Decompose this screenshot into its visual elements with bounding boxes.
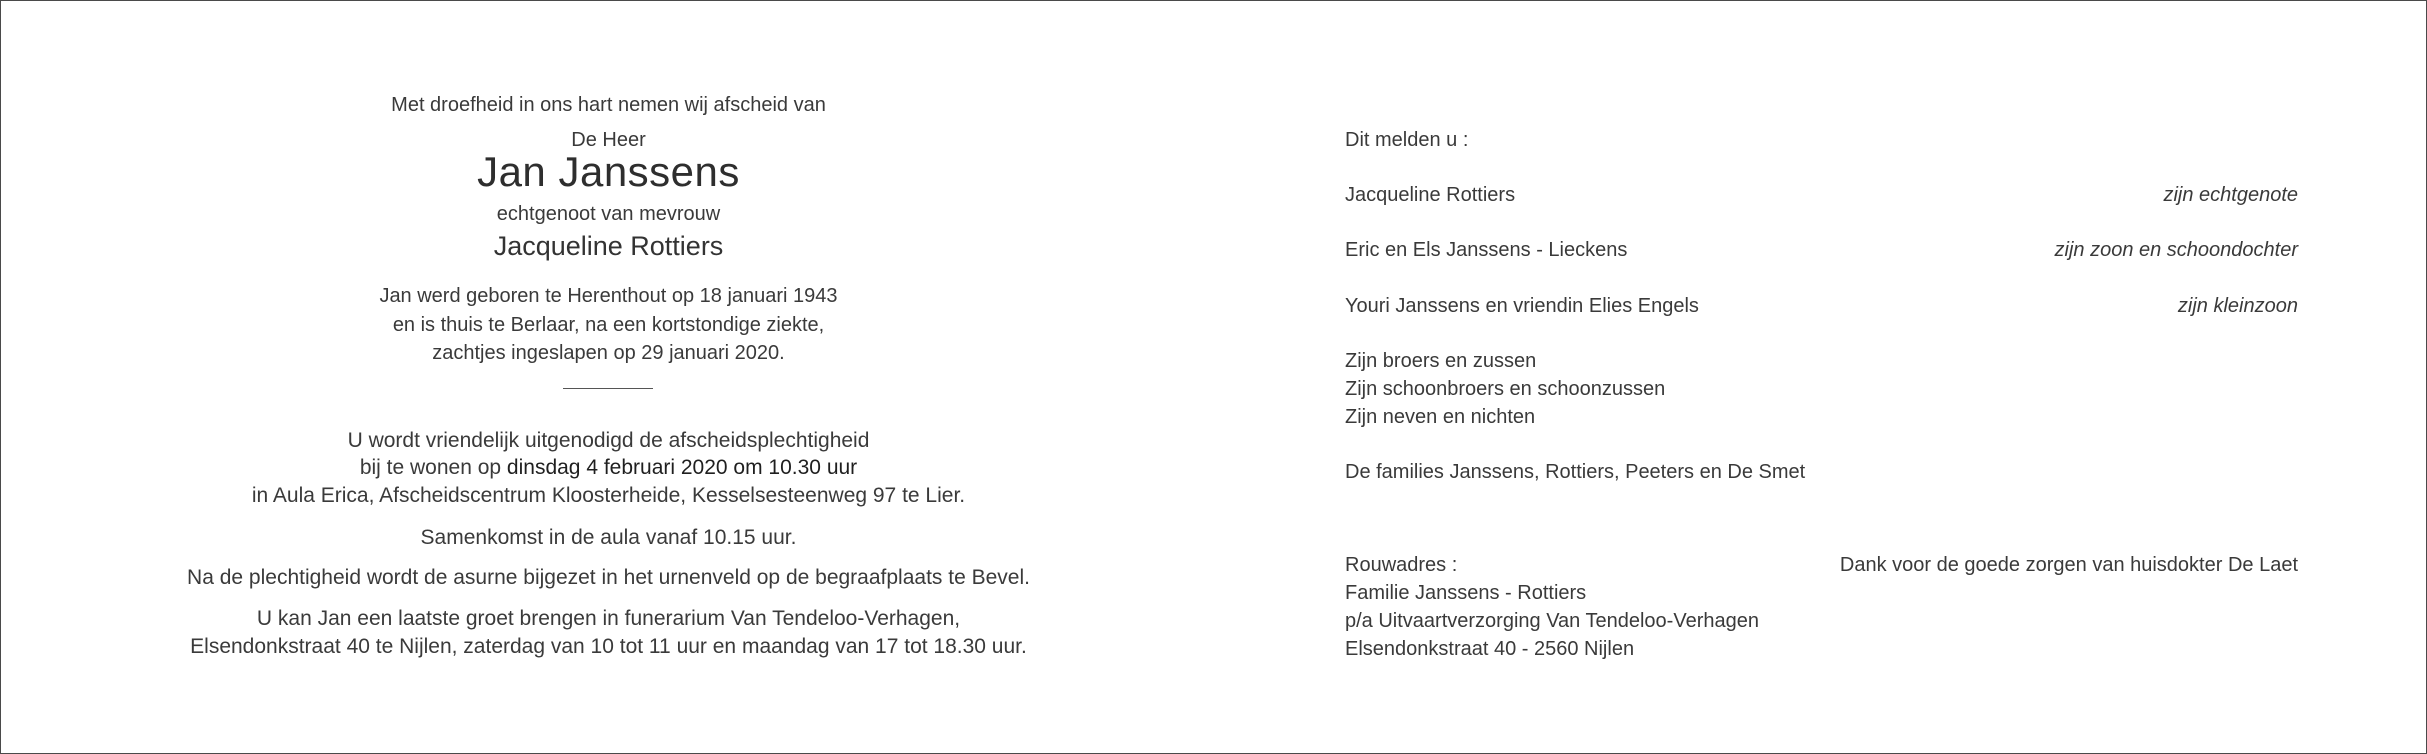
address-text: Elsendonkstraat 40 - 2560 Nijlen — [1345, 638, 1635, 660]
relative-name: Eric en Els Janssens - Lieckens — [1345, 239, 1628, 261]
spouse-name: Jacqueline Rottiers — [493, 231, 724, 261]
address-text: Familie Janssens - Rottiers — [1345, 582, 1587, 604]
invite-line-3: in Aula Erica, Afscheidscentrum Kloosterheide, Kesselsesteenweg 97 te Lier. — [251, 484, 966, 507]
bio-line-1: Jan werd geboren te Herenthout op 18 januari 1943 — [379, 285, 838, 307]
announcement-intro-text: Dit melden u : — [1345, 129, 1469, 151]
ceremony-date: dinsdag 4 februari 2020 om 10.30 uur — [506, 456, 858, 479]
spouse-intro: echtgenoot van mevrouw — [496, 203, 721, 225]
invite-line-1: U wordt vriendelijk uitgenodigd de afscheidsplechtigheid — [347, 429, 870, 452]
urn-text: Na de plechtigheid wordt de asurne bijgezet in het urnenveld op de begraafplaats te Bevel. — [187, 566, 1030, 589]
honorific: De Heer — [571, 129, 646, 151]
bio-line-3: zachtjes ingeslapen op 29 januari 2020. — [432, 342, 785, 364]
relative-relation: zijn zoon en schoondochter — [2054, 239, 2298, 261]
other-relatives-text: Zijn neven en nichten — [1345, 406, 1536, 428]
relative-name: Youri Janssens en vriendin Elies Engels — [1345, 295, 1699, 317]
bio-line-2: en is thuis te Berlaar, na een kortstondige ziekte, — [392, 314, 825, 336]
families-text: De families Janssens, Rottiers, Peeters en De Smet — [1345, 461, 1806, 483]
visit-line-2: Elsendonkstraat 40 te Nijlen, zaterdag van 10 tot 11 uur en maandag van 17 tot 18.30 uur. — [190, 635, 1027, 658]
visit-line-1: U kan Jan een laatste groet brengen in funerarium Van Tendeloo-Verhagen, — [256, 607, 961, 630]
deceased-name: Jan Janssens — [477, 148, 740, 195]
relative-relation: zijn kleinzoon — [2177, 295, 2298, 317]
invite-line-2 — [161, 455, 1056, 481]
address-text: p/a Uitvaartverzorging Van Tendeloo-Verhagen — [1345, 610, 1759, 632]
gathering-text: Samenkomst in de aula vanaf 10.15 uur. — [420, 526, 797, 549]
relative-relation: zijn echtgenote — [2163, 184, 2298, 206]
other-relatives-text: Zijn broers en zussen — [1345, 350, 1537, 372]
relative-name: Jacqueline Rottiers — [1345, 184, 1516, 206]
invite-prefix: bij te wonen op — [359, 456, 507, 479]
thanks-text: Dank voor de goede zorgen van huisdokter De Laet — [1839, 554, 2298, 576]
divider-line — [563, 388, 653, 389]
intro-text: Met droefheid in ons hart nemen wij afscheid van — [391, 94, 826, 116]
other-relatives-text: Zijn schoonbroers en schoonzussen — [1345, 378, 1666, 400]
address-label: Rouwadres : — [1345, 554, 1458, 576]
